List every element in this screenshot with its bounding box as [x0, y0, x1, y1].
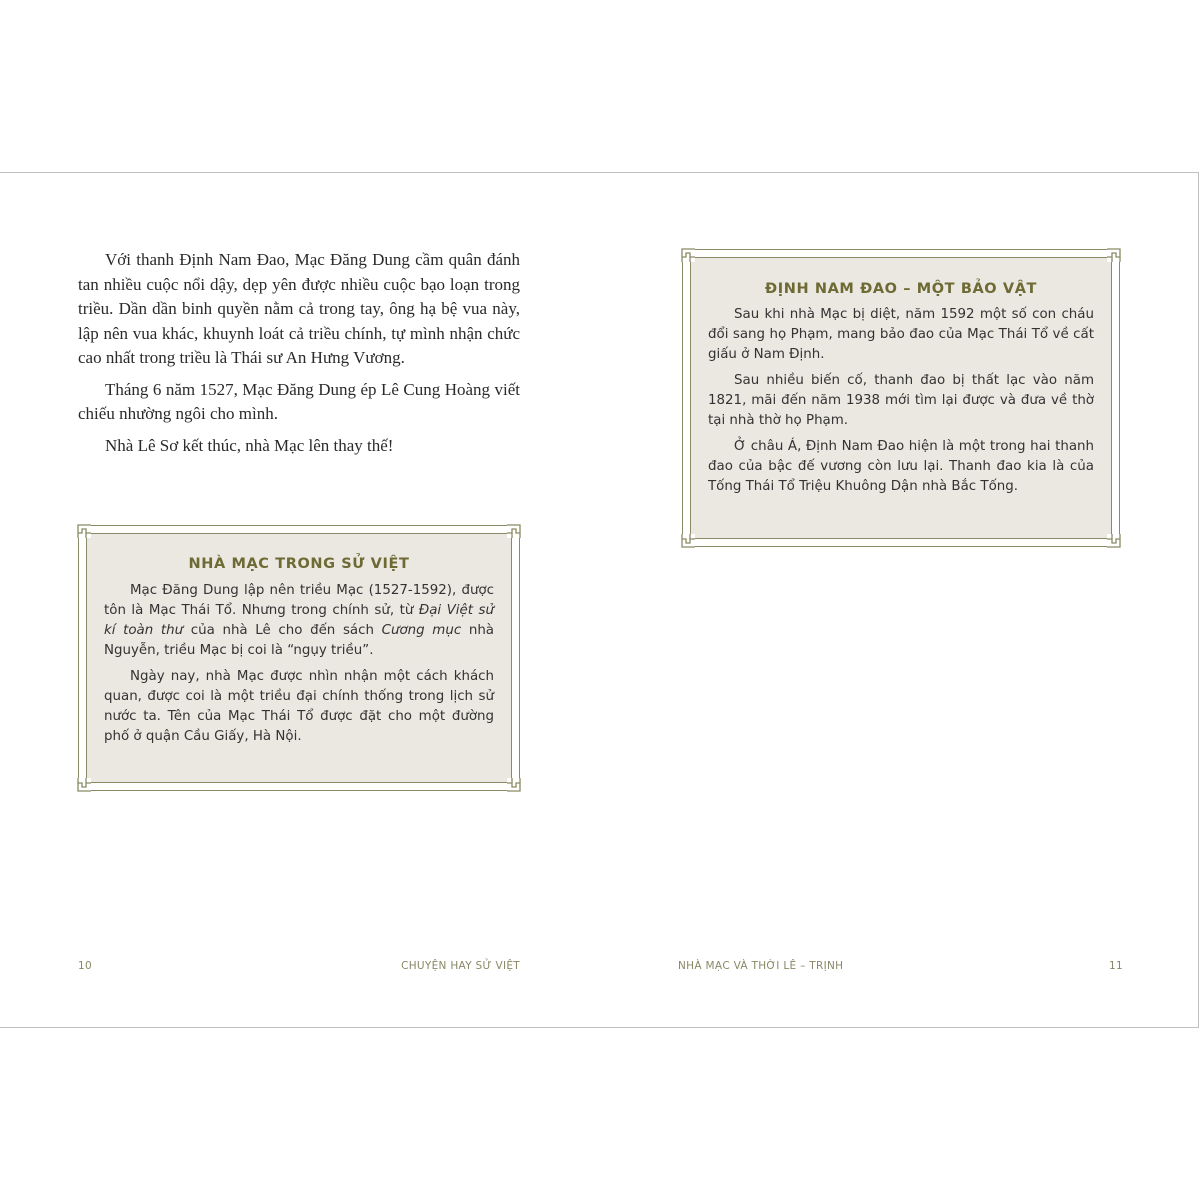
box-title: ĐỊNH NAM ĐAO – MỘT BẢO VẬT [764, 281, 1038, 297]
book-title: Đại Việt sử kí toàn thư [104, 603, 494, 638]
box-paragraph: Mạc Đăng Dung lập nên triều Mạc (1527-1592), được tôn là Mạc Thái Tổ. Nhưng trong chính sử, từ Đại Việt sử kí toàn thư của nhà Lê cho đến sách Cương mục nhà Nguyễn, triều Mạc bị coi là “ngụy triều”. [104, 583, 495, 658]
box-paragraph: Ngày nay, nhà Mạc được nhìn nhận một cách khách quan, được coi là một triều đại chính thống trong lịch sử nước ta. Tên của Mạc Thái Tổ được đặt cho một đường phố ở quận Cầu Giấy, Hà Nội. [104, 669, 494, 744]
corner-ornament [77, 524, 91, 538]
running-header: NHÀ MẠC VÀ THỜI LÊ – TRỊNH [678, 960, 844, 972]
page-number: 10 [78, 960, 92, 972]
box-paragraph: Sau khi nhà Mạc bị diệt, năm 1592 một số con cháu đổi sang họ Phạm, mang bảo đao của Mạc Thái Tổ về cất giấu ở Nam Định. [708, 307, 1094, 362]
corner-ornament [1107, 534, 1121, 548]
corner-ornament [1107, 248, 1121, 262]
corner-ornament [681, 248, 695, 262]
body-paragraph: Nhà Lê Sơ kết thúc, nhà Mạc lên thay thế! [105, 435, 394, 455]
body-paragraph: Tháng 6 năm 1527, Mạc Đăng Dung ép Lê Cung Hoàng viết chiếu nhường ngôi cho mình. [78, 379, 520, 423]
box-title: NHÀ MẠC TRONG SỬ VIỆT [188, 556, 410, 572]
body-paragraph: Với thanh Định Nam Đao, Mạc Đăng Dung cầm quân đánh tan nhiều cuộc nổi dậy, dẹp yên được nhiều cuộc bạo loạn trong triều. Dần dần binh quyền nằm cả trong tay, ông hạ bệ vua này, lập nên vua khác, khuynh loát cả triều chính, tự mình nhận chức cao nhất trong triều là Thái sư An Hưng Vương. [78, 250, 520, 367]
corner-ornament [507, 524, 521, 538]
book-title: Cương mục [381, 623, 462, 638]
box-paragraph: Ở châu Á, Định Nam Đao hiện là một trong hai thanh đao của bậc đế vương còn lưu lại. Thanh đao kia là của Tống Thái Tổ Triệu Khuông Dận nhà Bắc Tống. [708, 439, 1094, 494]
sidebar-box-dinh-nam-dao [682, 249, 1120, 547]
running-header: CHUYỆN HAY SỬ VIỆT [401, 960, 520, 972]
corner-ornament [507, 778, 521, 792]
corner-ornament [681, 534, 695, 548]
box-body [104, 581, 494, 753]
page-number: 11 [1109, 960, 1123, 972]
box-body [708, 305, 1094, 503]
book-spread [0, 172, 1199, 1028]
box-paragraph: Sau nhiều biến cố, thanh đao bị thất lạc vào năm 1821, mãi đến năm 1938 mới tìm lại được và đưa về thờ tại nhà thờ họ Phạm. [708, 373, 1094, 428]
corner-ornament [77, 778, 91, 792]
left-page [0, 173, 599, 1027]
left-body-text [78, 248, 520, 465]
right-page [599, 173, 1198, 1027]
sidebar-box-mac-dynasty [78, 525, 520, 791]
